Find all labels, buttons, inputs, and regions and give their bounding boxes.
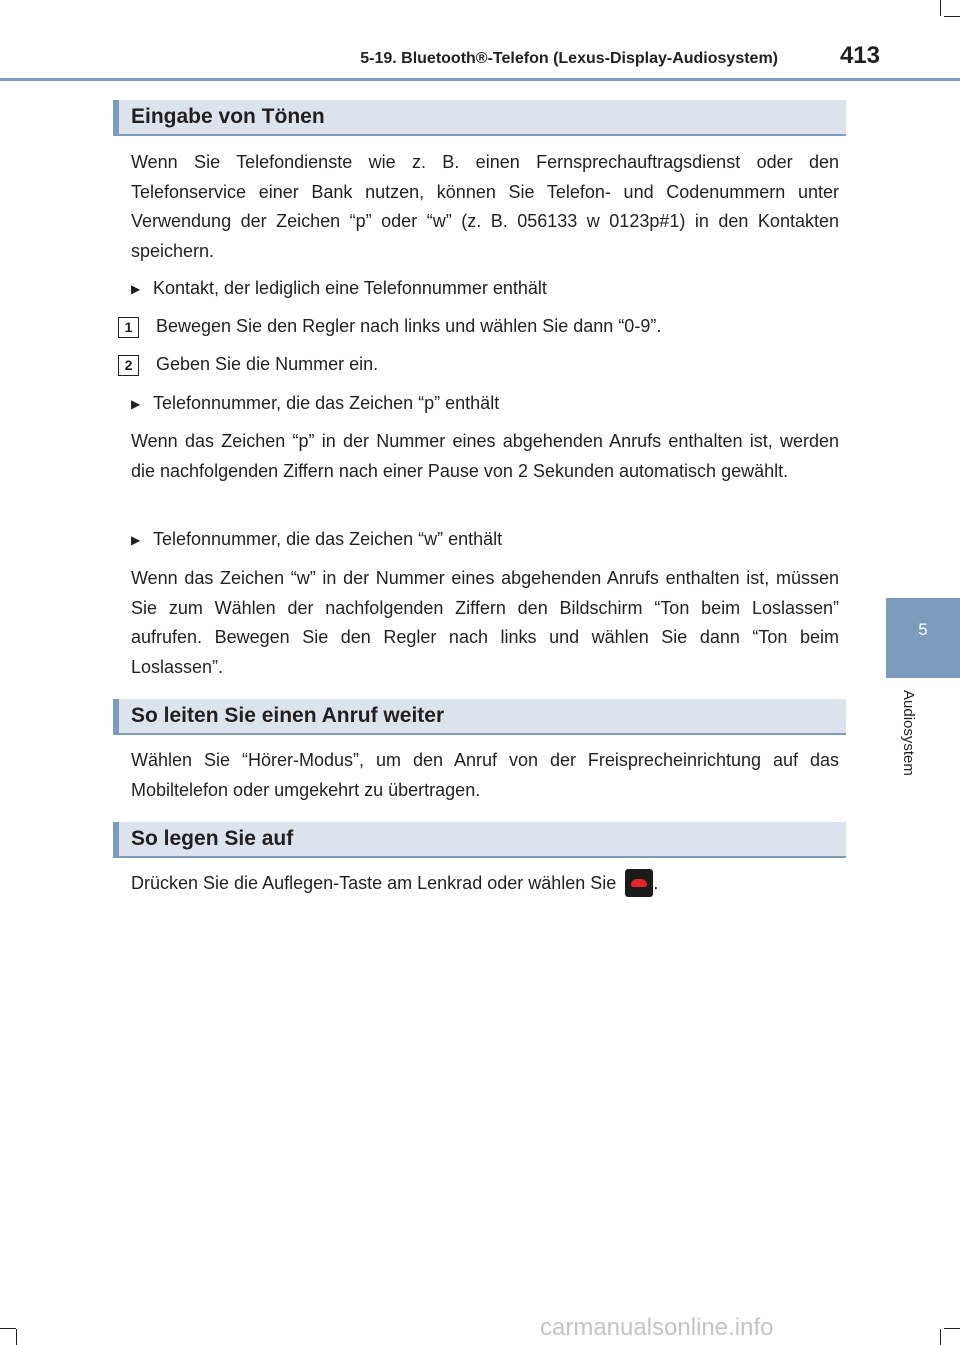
header-rule <box>0 78 960 81</box>
crop-mark <box>940 1329 941 1345</box>
crop-mark <box>940 0 941 16</box>
crop-mark <box>16 1329 17 1345</box>
triangle-bullet-icon: ▶ <box>131 397 141 411</box>
chapter-tab <box>886 598 960 678</box>
hangup-text: Drücken Sie die Auflegen-Taste am Lenkrad oder wählen Sie <box>131 873 617 893</box>
chapter-number: 5 <box>918 620 928 639</box>
bullet-text: Telefonnummer, die das Zeichen “w” enthält <box>153 529 503 549</box>
bullet-item <box>131 525 502 556</box>
bullet-text: Telefonnummer, die das Zeichen “p” enthält <box>153 393 500 413</box>
crop-mark <box>944 1328 960 1329</box>
page-number: 413 <box>839 42 880 69</box>
section-heading <box>113 822 846 858</box>
bullet-item <box>131 389 499 420</box>
intro-paragraph: Wenn Sie Telefondienste wie z. B. einen Fernsprechauftragsdienst oder den Telefonservice einer Bank nutzen, können Sie Telefon- und Codenummern unter Verwendung der Zeichen “p” oder “w” (z. B. 056133 w 0123p#1) in den Kontakten speichern. <box>131 152 839 261</box>
step-text: Geben Sie die Nummer ein. <box>156 354 379 374</box>
step-text: Bewegen Sie den Regler nach links und wählen Sie dann “0-9”. <box>156 316 662 336</box>
p-paragraph: Wenn das Zeichen “p” in der Nummer eines abgehenden Anrufs enthalten ist, werden die nachfolgenden Ziffern nach einer Pause von 2 Sekunden automatisch gewählt. <box>131 431 839 481</box>
crop-mark <box>0 1328 16 1329</box>
hang-up-phone-icon <box>625 869 653 897</box>
bullet-item <box>131 274 547 305</box>
step-number-box: 1 <box>118 317 139 338</box>
w-paragraph: Wenn das Zeichen “w” in der Nummer eines abgehenden Anrufs enthalten ist, müssen Sie zum Wählen der nachfolgenden Ziffern den Bildschirm “Ton beim Loslassen” aufrufen. Bewegen Sie den Regler nach links und wählen Sie dann “Ton beim Loslassen”. <box>131 568 839 677</box>
crop-mark <box>944 16 960 17</box>
section-heading <box>113 100 846 136</box>
section-heading <box>113 699 846 735</box>
bullet-text: Kontakt, der lediglich eine Telefonnummer enthält <box>153 278 547 298</box>
triangle-bullet-icon: ▶ <box>131 282 141 296</box>
hangup-text-end: . <box>653 873 659 893</box>
section-heading-text: Eingabe von Tönen <box>131 105 325 128</box>
chapter-label: Audiosystem <box>900 690 917 776</box>
section-heading-text: So leiten Sie einen Anruf weiter <box>131 704 445 727</box>
watermark: carmanualsonline.info <box>540 1314 774 1341</box>
triangle-bullet-icon: ▶ <box>131 533 141 547</box>
section-heading-text: So legen Sie auf <box>131 827 294 850</box>
transfer-paragraph: Wählen Sie “Hörer-Modus”, um den Anruf von der Freisprecheinrichtung auf das Mobiltelefon oder umgekehrt zu übertragen. <box>131 750 839 800</box>
step-number-box: 2 <box>118 355 139 376</box>
running-header: 5-19. Bluetooth®-Telefon (Lexus-Display-Audiosystem) <box>360 50 778 67</box>
hangup-paragraph <box>131 869 839 899</box>
